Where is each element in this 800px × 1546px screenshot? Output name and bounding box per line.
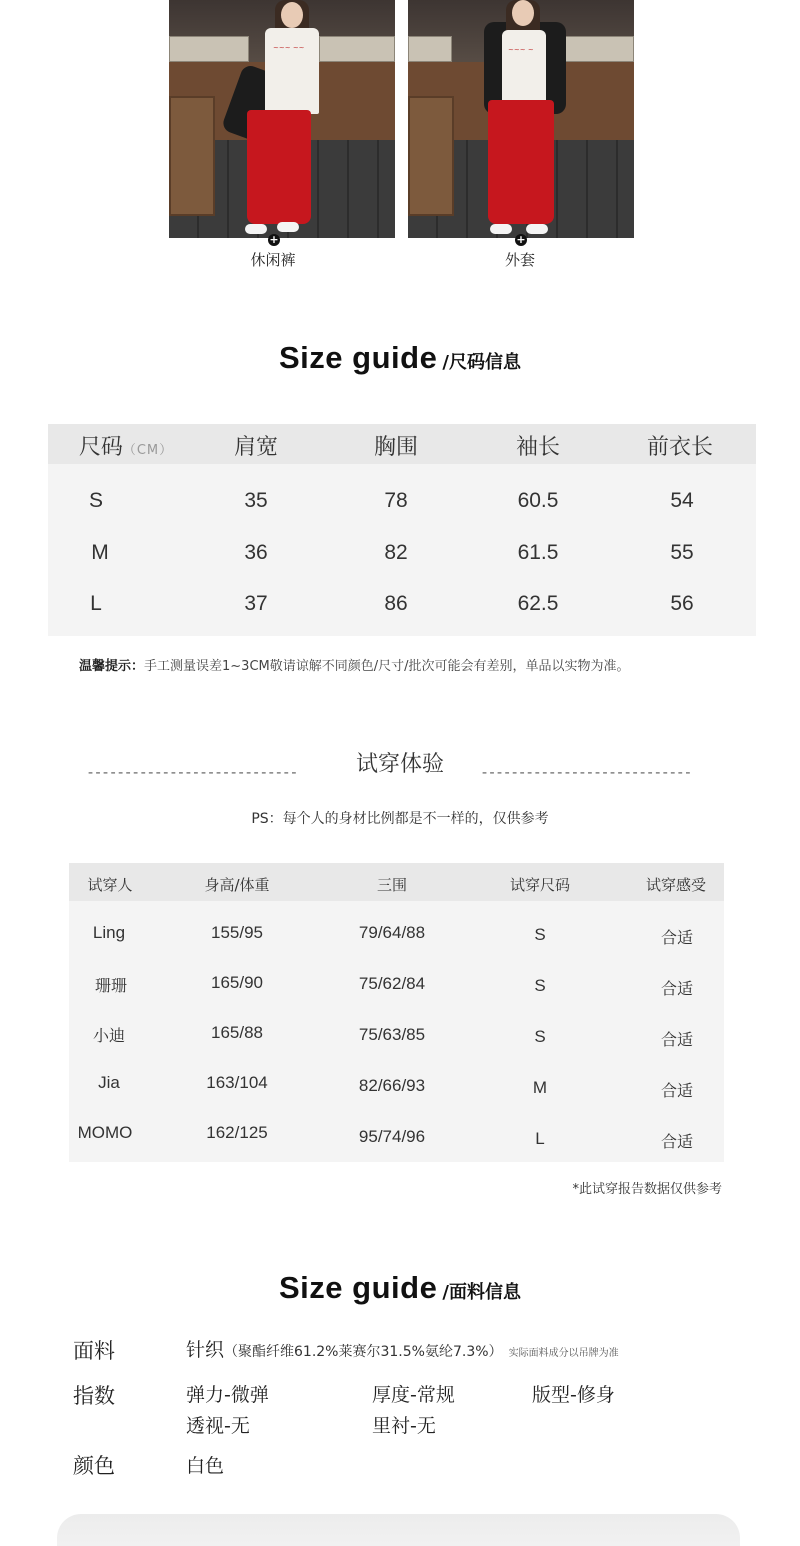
col-header-tried-size: 试穿尺码: [509, 876, 571, 894]
try-on-table: [69, 863, 724, 1162]
size-guide-subtitle: /尺码信息: [442, 352, 521, 373]
shop-shelf: [408, 96, 454, 216]
add-icon[interactable]: +: [269, 233, 279, 246]
size-table: [48, 424, 756, 636]
tester-name: Jia: [98, 1073, 120, 1092]
tester-name: Ling: [92, 923, 126, 942]
tried-size: L: [535, 1129, 545, 1148]
size-cell: 62.5: [517, 592, 559, 615]
color-value: 白色: [186, 1455, 225, 1477]
model-shoe: [277, 222, 299, 232]
bottom-product-image: [57, 1514, 740, 1546]
measurements: 75/63/85: [358, 1025, 426, 1044]
size-header: [79, 430, 173, 461]
col-header-sleeve: 袖长: [515, 435, 561, 460]
height-weight: 162/125: [206, 1123, 268, 1142]
model-shoe: [490, 224, 512, 234]
tip-label: 温馨提示：: [79, 659, 145, 674]
fabric-type: 针织: [186, 1339, 225, 1361]
size-cell: 54: [670, 489, 694, 512]
height-weight: 165/88: [211, 1023, 263, 1042]
size-cell: 55: [670, 541, 694, 564]
divider-left: ----------------------------: [86, 763, 297, 781]
tried-size: M: [532, 1078, 548, 1097]
display-case: [558, 36, 634, 62]
shirt-print: ~~~ ~: [508, 46, 534, 54]
color-label: 颜色: [73, 1454, 115, 1478]
col-header-height-weight: 身高/体重: [204, 876, 270, 894]
height-weight: 165/90: [211, 973, 263, 992]
index-lining: 里衬-无: [372, 1415, 436, 1437]
size-header-label: 尺码: [78, 435, 123, 460]
size-row-label: M: [91, 541, 109, 564]
index-elasticity: 弹力-微弹: [186, 1384, 269, 1406]
product-photo-pants[interactable]: [169, 0, 395, 238]
fabric-composition: （聚酯纤维61.2%莱赛尔31.5%氨纶7.3%）: [224, 1344, 503, 1360]
fit-feeling: 合适: [660, 979, 694, 998]
fabric-guide-subtitle: /面料信息: [442, 1282, 521, 1303]
try-on-title: 试穿体验: [355, 752, 444, 777]
tip-text: 手工测量误差1~3CM敬请谅解不同颜色/尺寸/批次可能会有差别，单品以实物为准。: [144, 659, 630, 674]
tester-name: MOMO: [77, 1123, 133, 1142]
col-header-chest: 胸围: [373, 435, 419, 460]
divider-right: ----------------------------: [480, 763, 691, 781]
index-transparency: 透视-无: [186, 1415, 250, 1437]
model-shoe: [245, 224, 267, 234]
size-row-label: S: [88, 489, 104, 512]
model-pants: [488, 100, 554, 224]
size-cell: 61.5: [517, 541, 559, 564]
size-cell: 86: [384, 592, 408, 615]
measurements: 75/62/84: [358, 974, 426, 993]
fabric-note: 实际面料成分以吊牌为准: [508, 1348, 619, 1359]
add-icon[interactable]: +: [516, 233, 526, 246]
tried-size: S: [534, 976, 546, 995]
size-cell: 36: [244, 541, 268, 564]
tried-size: S: [534, 925, 546, 944]
size-cell: 37: [244, 592, 268, 615]
size-guide-title: Size guide: [279, 340, 438, 375]
height-weight: 155/95: [211, 923, 263, 942]
fit-feeling: 合适: [660, 928, 694, 947]
size-cell: 56: [670, 592, 694, 615]
tried-size: S: [534, 1027, 546, 1046]
photo-caption-jacket: 外套: [504, 251, 535, 269]
size-cell: 60.5: [517, 489, 559, 512]
col-header-feeling: 试穿感受: [645, 876, 707, 894]
index-thickness: 厚度-常规: [372, 1384, 455, 1406]
size-cell: 78: [384, 489, 408, 512]
model-top: [265, 28, 319, 114]
height-weight: 163/104: [206, 1073, 268, 1092]
model-head: [512, 0, 534, 26]
col-header-tester: 试穿人: [87, 876, 133, 894]
fabric-label: 面料: [73, 1339, 115, 1363]
photo-caption-pants: 休闲裤: [250, 251, 296, 269]
product-photo-jacket[interactable]: [408, 0, 634, 238]
tester-name: 珊珊: [94, 976, 128, 995]
col-header-shoulder: 肩宽: [233, 435, 279, 460]
display-case: [169, 36, 249, 62]
tester-name: 小迪: [92, 1026, 126, 1045]
model-shoe: [526, 224, 548, 234]
measurements: 79/64/88: [358, 923, 426, 942]
display-case: [408, 36, 452, 62]
fabric-value: [186, 1335, 619, 1362]
fit-feeling: 合适: [660, 1030, 694, 1049]
try-on-note: *此试穿报告数据仅供参考: [572, 1182, 722, 1197]
index-label: 指数: [73, 1384, 115, 1408]
fabric-guide-heading: [0, 1270, 800, 1306]
model-top: [502, 30, 546, 106]
col-header-length: 前衣长: [646, 435, 714, 460]
index-fit: 版型-修身: [532, 1384, 615, 1406]
size-guide-heading: [0, 340, 800, 376]
size-cell: 35: [244, 489, 268, 512]
fit-feeling: 合适: [660, 1081, 694, 1100]
unit-label: （CM）: [122, 443, 174, 458]
measurements: 95/74/96: [358, 1127, 426, 1146]
size-cell: 82: [384, 541, 408, 564]
measurements: 82/66/93: [358, 1076, 426, 1095]
shirt-print: ~~~ ~~: [273, 44, 305, 52]
display-case: [319, 36, 395, 62]
model-pants: [247, 110, 311, 224]
col-header-measurements: 三围: [376, 876, 408, 894]
try-on-ps: PS：每个人的身材比例都是不一样的，仅供参考: [251, 811, 549, 827]
size-row-label: L: [90, 592, 102, 615]
model-head: [281, 2, 303, 28]
measurement-tip: [79, 655, 630, 674]
shop-shelf: [169, 96, 215, 216]
fabric-guide-title: Size guide: [279, 1270, 438, 1305]
fit-feeling: 合适: [660, 1132, 694, 1151]
